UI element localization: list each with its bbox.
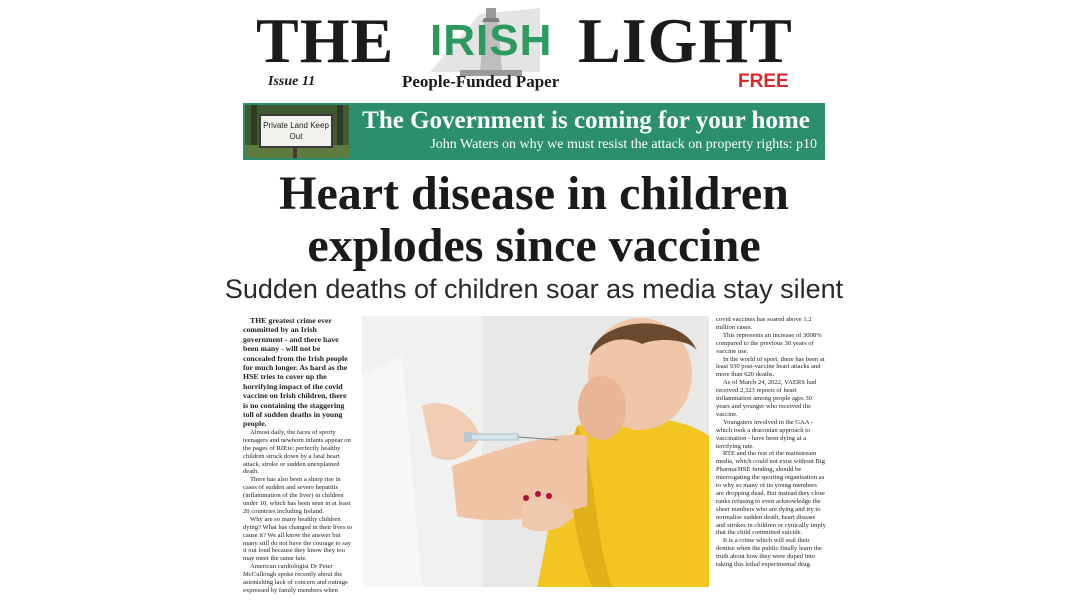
headline-line-1: Heart disease in children <box>279 167 789 220</box>
tagline: People-Funded Paper <box>402 72 560 91</box>
masthead-title-logo: IRISH <box>430 16 553 65</box>
masthead <box>0 6 1068 76</box>
subheadline: Sudden deaths of children soar as media stay silent <box>224 274 844 304</box>
article-paragraph: Youngsters involved in the GAA - which took a draconian approach to vaccination - have been dying at a terrifying rate. <box>716 418 813 450</box>
article-column-right <box>716 316 826 569</box>
article-paragraph: American cardiologist Dr Peter McCullough spoke recently about the astonishing lack of concern and outrage expressed by family members when <box>243 563 348 594</box>
main-headline <box>200 168 868 272</box>
banner-subtitle: John Waters on why we must resist the attack on property rights: p10 <box>430 137 817 152</box>
article-lead: THE greatest crime ever committed by an Irish government - and there have been many - will not be concealed from the Irish people for much longer. As hard as the HSE tries to cover up the horrifying impact of the covid vaccine on Irish children, there is no containing the staggering toll of sudden deaths in young people. <box>243 316 348 429</box>
article-paragraph: There has also been a sharp rise in cases of sudden and severe hepatitis (inflammation of the liver) in children under 10, which has been seen in at least 20 countries including Ireland. <box>243 476 351 515</box>
issue-number: Issue 11 <box>268 74 316 89</box>
masthead-title-right: LIGHT <box>578 5 793 76</box>
article-paragraph: covid vaccines has soared above 1.2 million cases. <box>716 316 812 331</box>
article-paragraph: In the world of sport, there has been at least 930 post-vaccine heart attacks and more than 620 deaths. <box>716 355 825 379</box>
masthead-title-left: THE <box>256 5 395 76</box>
promo-banner[interactable] <box>243 103 825 160</box>
article-paragraph: It is a crime which will seal their demise when the public finally learn the truth about how they were duped into taking this lethal experimental drug. <box>716 537 822 569</box>
banner-title: The Government is coming for your home <box>362 107 810 134</box>
private-land-sign: Private Land Keep Out <box>259 114 333 148</box>
banner-photo <box>245 105 349 158</box>
price-label: FREE <box>738 71 789 92</box>
article-paragraph: This represents an increase of 3008% compared to the previous 30 years of vaccine use. <box>716 331 822 355</box>
article-column-left <box>243 316 353 595</box>
article-paragraph: Almost daily, the faces of sporty teenagers and newborn infants appear on the pages of RIP.ie: perfectly healthy children struck down by a fatal heart attack, stroke or sudden unexplained death. <box>243 428 351 476</box>
child-vaccination-image <box>362 316 709 587</box>
article-paragraph: Why are so many healthy children dying? What has changed in their lives to cause it? We all know the answer but many still do not have the courage to say it out loud because they know they too may meet the same fate. <box>243 515 353 563</box>
article-paragraph: As of March 24, 2022, VAERS had received 2,323 reports of heart inflammation among people ages 30 years and younger who received the vaccine. <box>716 379 817 418</box>
headline-line-2: explodes since vaccine <box>307 219 761 272</box>
vaccination-photo <box>362 316 709 587</box>
article-paragraph: RTE and the rest of the mainstream media, which could not exist without Big Pharma/HSE funding, should be interrogating the sporting organisation as to why so many of its young members are dropping dead. But instead they close ranks refusing to even acknowledge the sheer numbers who are dying and try to normalise sudden death, heart disease and strokes in children or cynically imply that the child committed suicide. <box>716 450 826 537</box>
